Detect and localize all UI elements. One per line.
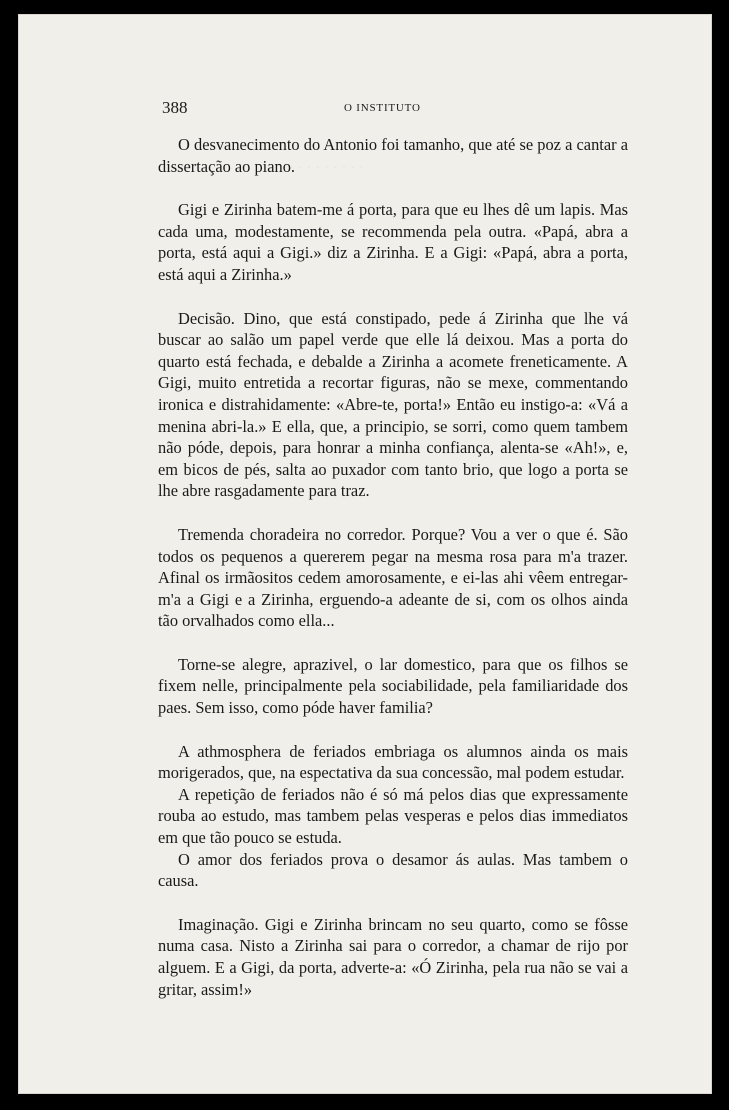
page-header: [162, 98, 462, 120]
paragraph: O amor dos feriados prova o desamor ás aulas. Mas tambem o causa.: [158, 849, 628, 891]
paragraph: Decisão. Dino, que está constipado, pede á Zirinha que lhe vá buscar ao salão um papel verde que elle lá deixou. Mas a porta do quarto está fechada, e debalde a Zirinha a acomete freneticamente. A Gigi, muito entretida a recortar figuras, não se mexe, commentando ironica e distrahidamente: «Abre-te, porta!» Então eu instigo-a: «Vá a menina abri-la.» E ella, que, a principio, se sorri, como quem tambem não póde, depois, para honrar a minha confiança, alenta-se «Ah!», e, em bicos de pés, salta ao puxador com tanto brio, que logo a porta se lhe abre rasgadamente para traz.: [158, 308, 628, 501]
page-number: 388: [162, 98, 188, 117]
running-title: O INSTITUTO: [344, 102, 421, 114]
paragraph: Gigi e Zirinha batem-me á porta, para que eu lhes dê um lapis. Mas cada uma, modestamente, se recommenda pela outra. «Papá, abra a porta, está aqui a Gigi.» diz a Zirinha. E a Gigi: «Papá, abra a porta, está aqui a Zirinha.»: [158, 200, 628, 284]
paragraph: O desvanecimento do Antonio foi tamanho, que até se poz a cantar a dissertação ao piano.: [158, 135, 628, 176]
paragraph: Imaginação. Gigi e Zirinha brincam no seu quarto, como se fôsse numa casa. Nisto a Zirinha sai para o corredor, a chamar de rijo por alguem. E a Gigi, da porta, adverte-a: «Ó Zirinha, pela rua não se vai a gritar, assim!»: [158, 914, 628, 999]
paragraph: Torne-se alegre, aprazivel, o lar domestico, para que os filhos se fixem nelle, principalmente pela sociabilidade, pela familiaridade dos paes. Sem isso, como póde haver familia?: [158, 654, 628, 718]
paragraph: A repetição de feriados não é só má pelos dias que expressamente rouba ao estudo, mas tambem pelas vesperas e pelos dias immediatos em que tão pouco se estuda.: [158, 784, 628, 848]
body-text: [158, 134, 628, 1000]
paragraph: A athmosphera de feriados embriaga os alumnos ainda os mais morigerados, que, na espectativa da sua concessão, mal podem estudar.: [158, 741, 628, 783]
paragraph: Tremenda choradeira no corredor. Porque? Vou a ver o que é. São todos os pequenos a quererem pegar na mesma rosa para m'a trazer. Afinal os irmãositos cedem amorosamente, e ei-las ahi vêem entregar-m'a a Gigi e a Zirinha, erguendo-a adeante de si, com os olhos ainda tão orvalhados como ella...: [158, 524, 628, 631]
